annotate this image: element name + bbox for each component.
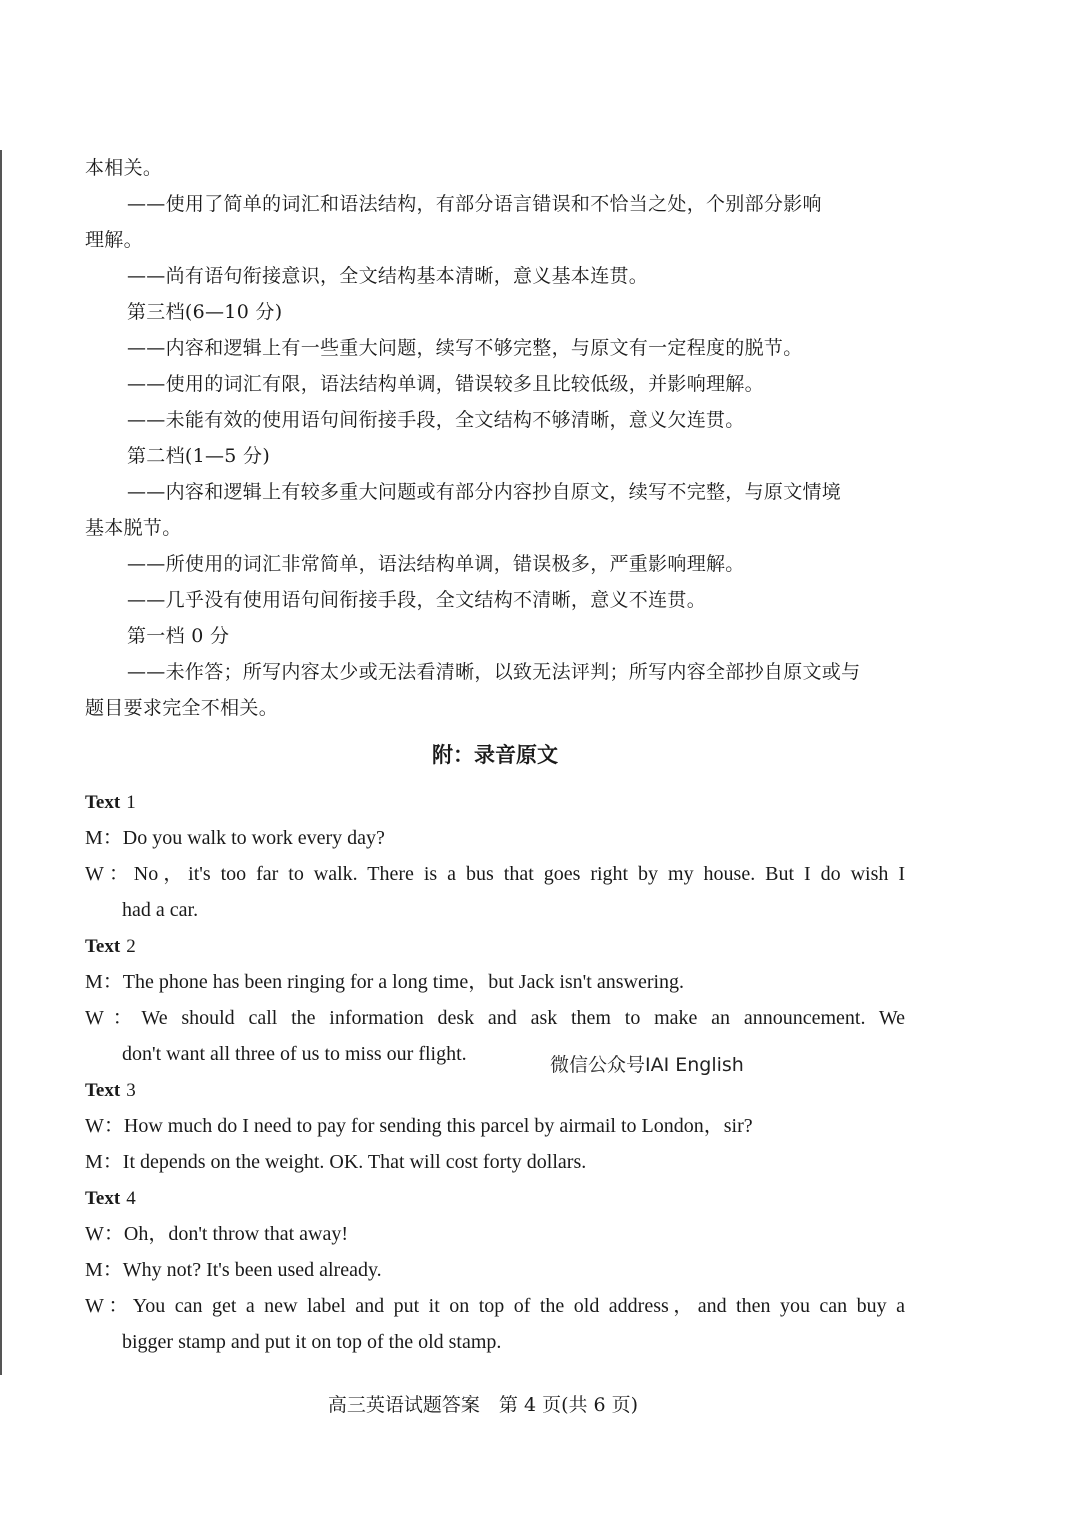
text-label-number: 1	[126, 792, 136, 813]
rubric-line: ——使用了简单的词汇和语法结构，有部分语言错误和不恰当之处，个别部分影响	[127, 193, 822, 215]
dialogue-line-continued: had a car.	[122, 899, 199, 921]
rubric-line: ——所使用的词汇非常简单，语法结构单调，错误极多，严重影响理解。	[127, 553, 745, 575]
text-label-word: Text	[85, 1080, 121, 1101]
dialogue-line: M：Why not? It's been used already.	[85, 1259, 382, 1281]
appendix-heading: 附：录音原文	[432, 743, 558, 767]
rubric-line: ——未作答；所写内容太少或无法看清晰，以致无法评判；所写内容全部抄自原文或与	[127, 661, 861, 683]
watermark-text: 微信公众号IAI English	[550, 1054, 744, 1076]
rubric-line: 基本脱节。	[85, 517, 182, 539]
dialogue-line: M：Do you walk to work every day?	[85, 827, 385, 849]
page-left-border	[0, 150, 2, 1375]
text-label-word: Text	[85, 792, 121, 813]
transcript-text-4	[85, 1180, 905, 1360]
dialogue-line: W：You can get a new label and put it on top of the old address，and then you can buy a	[85, 1295, 905, 1317]
dialogue-line-continued: don't want all three of us to miss our flight.	[122, 1043, 467, 1065]
text-label-number: 2	[126, 936, 136, 957]
document-page	[85, 150, 905, 1360]
rubric-line: ——使用的词汇有限，语法结构单调，错误较多且比较低级，并影响理解。	[127, 373, 764, 395]
dialogue-line: W：We should call the information desk and ask them to make an announcement. We	[85, 1007, 905, 1029]
rubric-line: 题目要求完全不相关。	[85, 697, 279, 719]
rubric-grade-heading: 第二档(1—5 分)	[127, 445, 271, 467]
transcript-text-3	[85, 1072, 905, 1180]
text-label-word: Text	[85, 1188, 121, 1209]
rubric-grade-heading: 第三档(6—10 分)	[127, 301, 283, 323]
transcript-text-2	[85, 928, 905, 1072]
dialogue-line: M：The phone has been ringing for a long time，but Jack isn't answering.	[85, 971, 685, 993]
rubric-line: 本相关。	[85, 157, 163, 179]
dialogue-line: M：It depends on the weight. OK. That will cost forty dollars.	[85, 1151, 587, 1173]
rubric-line: ——内容和逻辑上有较多重大问题或有部分内容抄自原文，续写不完整，与原文情境	[127, 481, 842, 503]
rubric-grade-heading: 第一档 0 分	[127, 625, 230, 647]
text-label	[85, 1180, 905, 1216]
rubric-line: ——未能有效的使用语句间衔接手段，全文结构不够清晰，意义欠连贯。	[127, 409, 745, 431]
rubric-line: ——尚有语句衔接意识，全文结构基本清晰，意义基本连贯。	[127, 265, 649, 287]
dialogue-line-continued: bigger stamp and put it on top of the old stamp.	[122, 1331, 502, 1353]
dialogue-line: W：Oh，don't throw that away!	[85, 1223, 348, 1245]
text-label	[85, 928, 905, 964]
rubric-line: 理解。	[85, 229, 143, 251]
text-label	[85, 1072, 905, 1108]
page-footer: 高三英语试题答案 第 4 页(共 6 页)	[327, 1394, 639, 1416]
rubric-section	[85, 150, 905, 726]
dialogue-line: W：How much do I need to pay for sending this parcel by airmail to London，sir?	[85, 1115, 753, 1137]
text-label-number: 3	[126, 1080, 136, 1101]
rubric-line: ——内容和逻辑上有一些重大问题，续写不够完整，与原文有一定程度的脱节。	[127, 337, 803, 359]
transcript-text-1	[85, 784, 905, 928]
text-label-word: Text	[85, 936, 121, 957]
text-label-number: 4	[126, 1188, 136, 1209]
rubric-line: ——几乎没有使用语句间衔接手段，全文结构不清晰，意义不连贯。	[127, 589, 707, 611]
transcript-section	[85, 784, 905, 1360]
text-label	[85, 784, 905, 820]
dialogue-line: W：No，it's too far to walk. There is a bus that goes right by my house. But I do wish I	[85, 863, 905, 885]
